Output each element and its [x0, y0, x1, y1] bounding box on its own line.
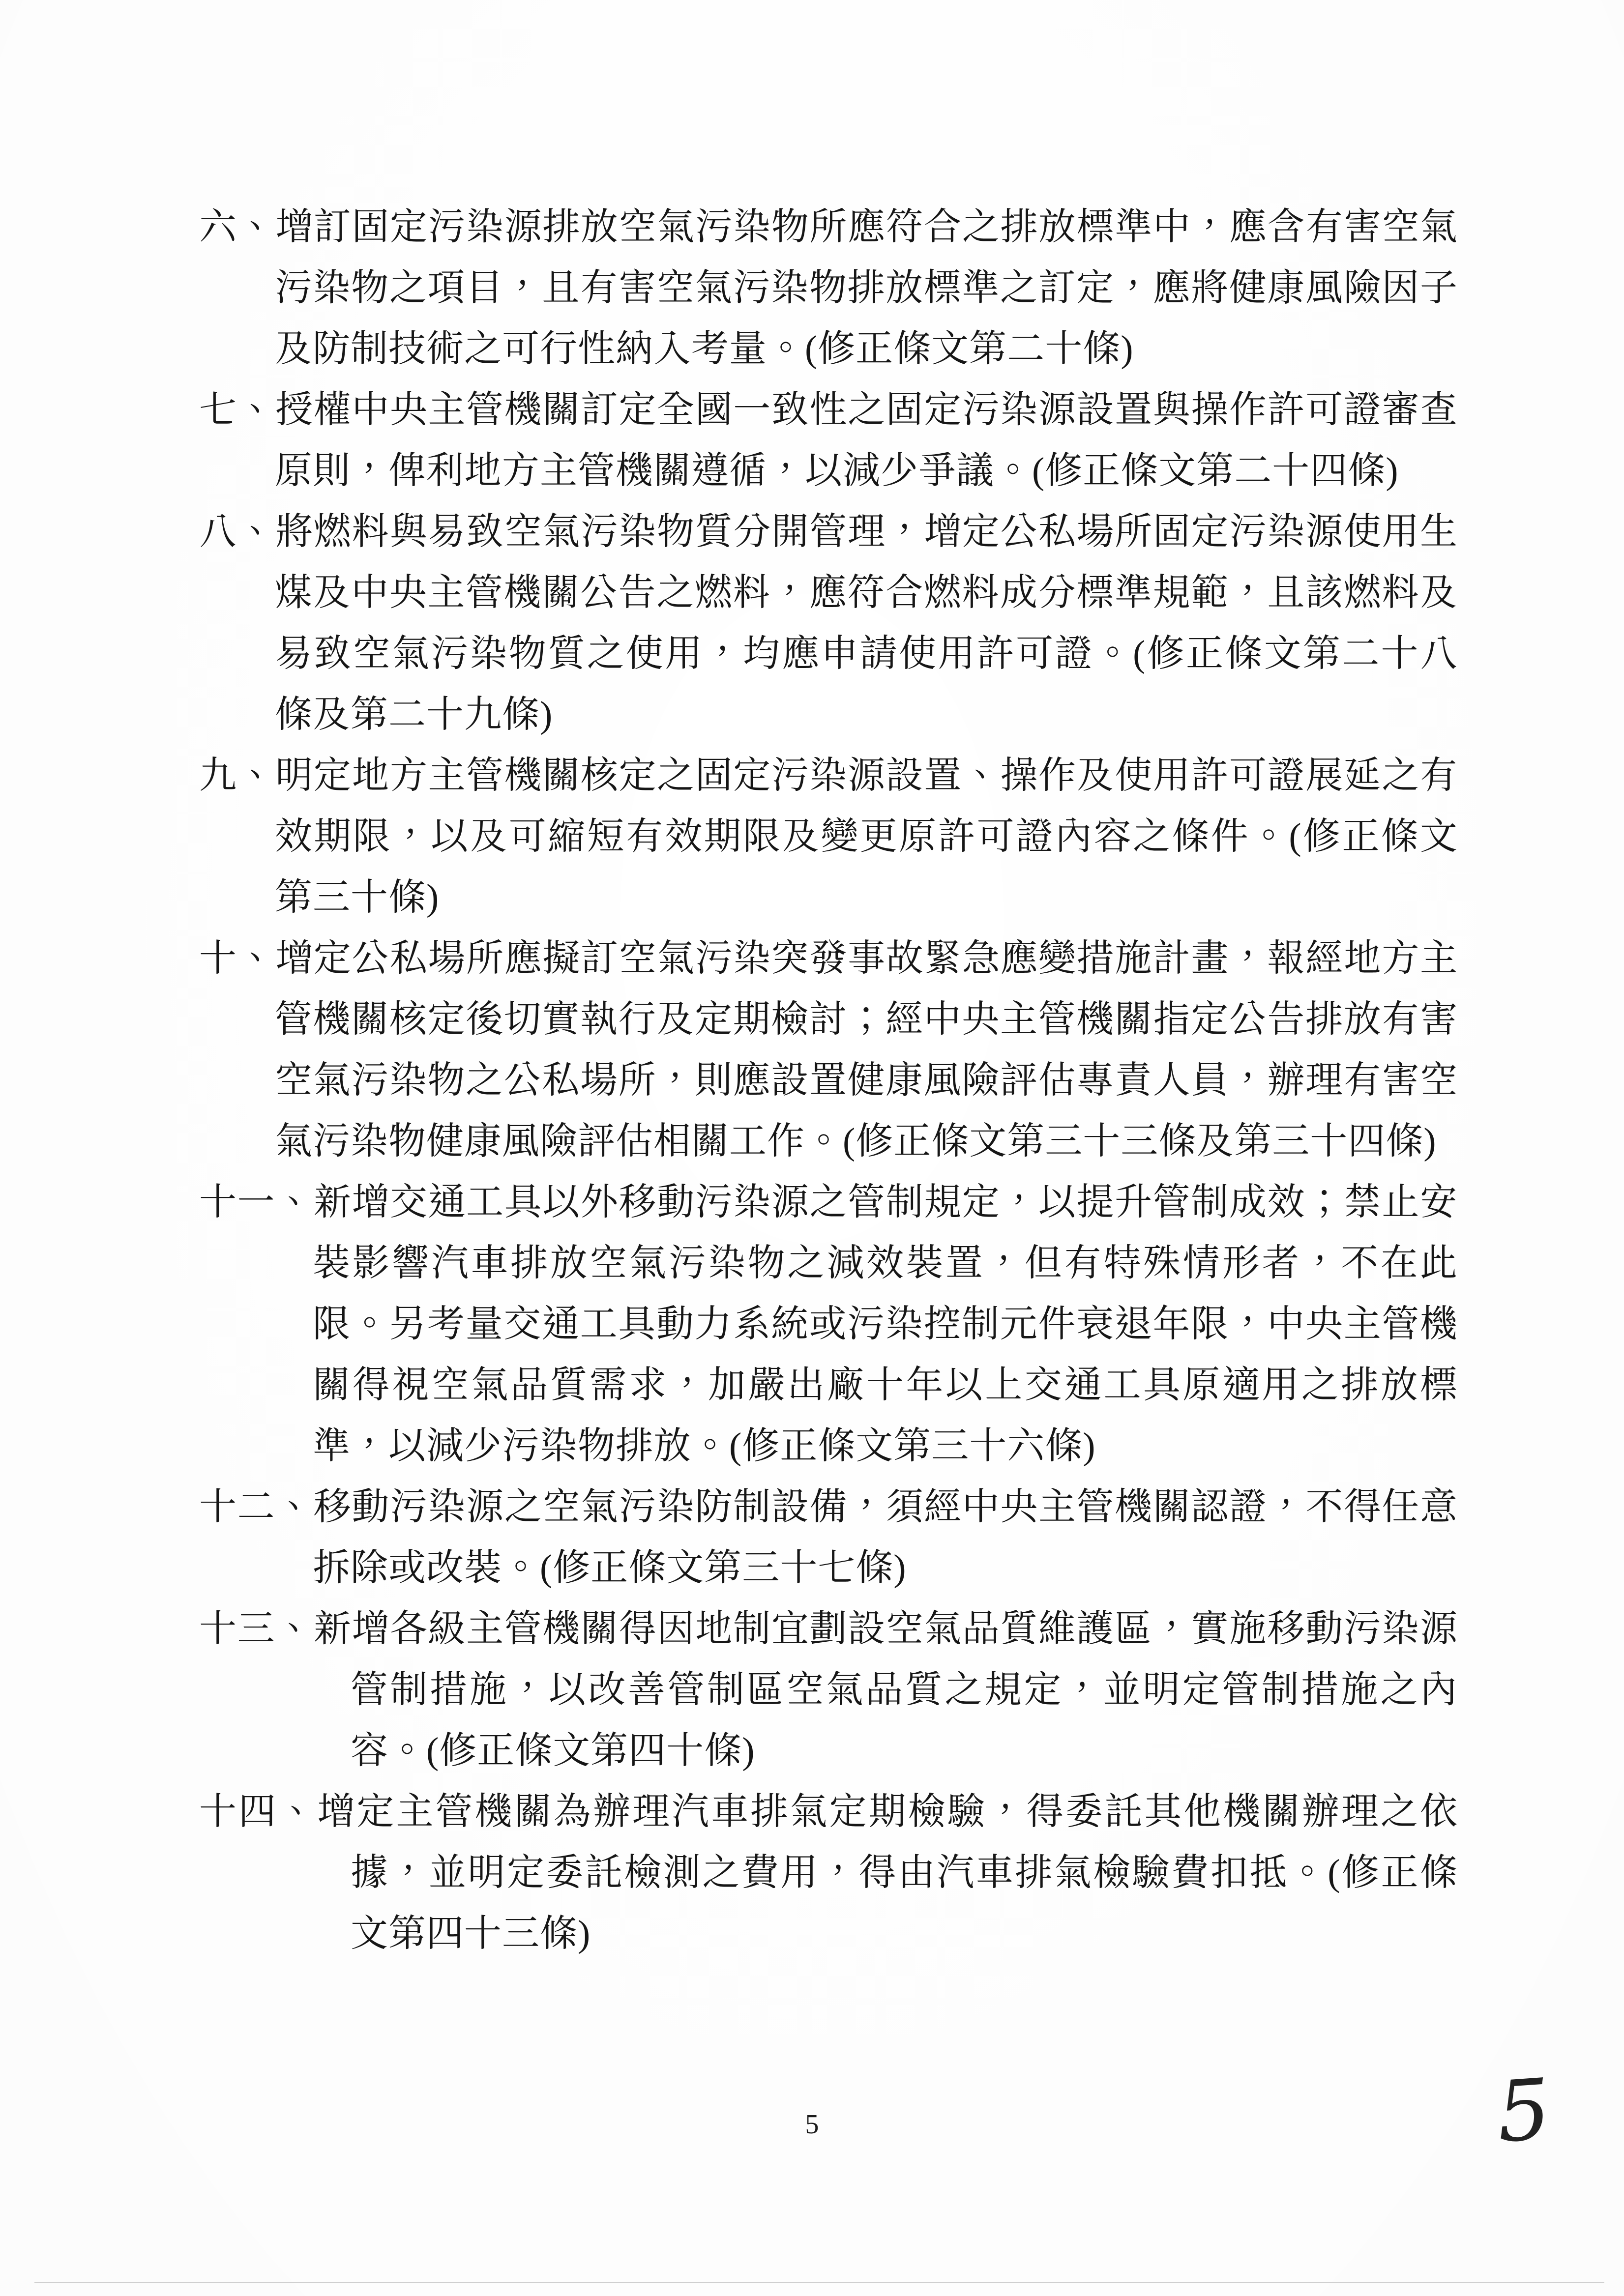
- item-number: 十四、: [199, 1791, 318, 1832]
- item-number: 十一、: [199, 1182, 314, 1223]
- item-text: 增定公私場所應擬訂空氣污染突發事故緊急應變措施計畫，報經地方主管機關核定後切實執行及定期檢討；經中央主管機關指定公告排放有害空氣污染物之公私場所，則應設置健康風險評估專責人員，辦理有害空氣污染物健康風險評估相關工作。(修正條文第三十三條及第三十四條): [275, 938, 1458, 1162]
- page-number: 5: [805, 2109, 819, 2140]
- handwritten-page-number: 5: [1494, 2061, 1554, 2162]
- item-number: 八、: [199, 511, 276, 552]
- item-text: 將燃料與易致空氣污染物質分開管理，增定公私場所固定污染源使用生煤及中央主管機關公告之燃料，應符合燃料成分標準規範，且該燃料及易致空氣污染物質之使用，均應申請使用許可證。(修正條文第二十八條及第二十九條): [275, 511, 1458, 735]
- item-text: 明定地方主管機關核定之固定污染源設置、操作及使用許可證展延之有效期限，以及可縮短有效期限及變更原許可證內容之條件。(修正條文第三十條): [275, 755, 1458, 918]
- list-item: [199, 501, 1458, 745]
- scan-edge-artifact: [34, 2282, 1604, 2283]
- list-item: [199, 1598, 1458, 1781]
- item-text: 新增各級主管機關得因地制宜劃設空氣品質維護區，實施移動污染源管制措施，以改善管制區空氣品質之規定，並明定管制措施之內容。(修正條文第四十條): [313, 1608, 1458, 1772]
- item-number: 十、: [199, 938, 276, 979]
- item-text: 新增交通工具以外移動污染源之管制規定，以提升管制成效；禁止安裝影響汽車排放空氣污染物之減效裝置，但有特殊情形者，不在此限。另考量交通工具動力系統或污染控制元件衰退年限，中央主管機關得視空氣品質需求，加嚴出廠十年以上交通工具原適用之排放標準，以減少污染物排放。(修正條文第三十六條): [313, 1182, 1458, 1467]
- item-number: 十三、: [199, 1608, 314, 1650]
- list-item: [199, 745, 1458, 928]
- list-item: [199, 928, 1458, 1172]
- item-number: 六、: [199, 206, 276, 248]
- item-number: 九、: [199, 755, 276, 796]
- item-number: 七、: [199, 389, 276, 431]
- item-text: 授權中央主管機關訂定全國一致性之固定污染源設置與操作許可證審查原則，俾利地方主管機關遵循，以減少爭議。(修正條文第二十四條): [275, 389, 1458, 492]
- list-item: [199, 197, 1458, 379]
- list-item: [199, 379, 1458, 501]
- list-item: [199, 1781, 1458, 1964]
- list-item: [199, 1477, 1458, 1598]
- list-item: [199, 1172, 1458, 1477]
- amendment-list: [199, 197, 1458, 1964]
- item-number: 十二、: [199, 1486, 314, 1528]
- item-text: 移動污染源之空氣污染防制設備，須經中央主管機關認證，不得任意拆除或改裝。(修正條文第三十七條): [313, 1486, 1458, 1589]
- item-text: 增訂固定污染源排放空氣污染物所應符合之排放標準中，應含有害空氣污染物之項目，且有害空氣污染物排放標準之訂定，應將健康風險因子及防制技術之可行性納入考量。(修正條文第二十條): [275, 206, 1458, 370]
- item-text: 增定主管機關為辦理汽車排氣定期檢驗，得委託其他機關辦理之依據，並明定委託檢測之費用，得由汽車排氣檢驗費扣抵。(修正條文第四十三條): [317, 1791, 1458, 1954]
